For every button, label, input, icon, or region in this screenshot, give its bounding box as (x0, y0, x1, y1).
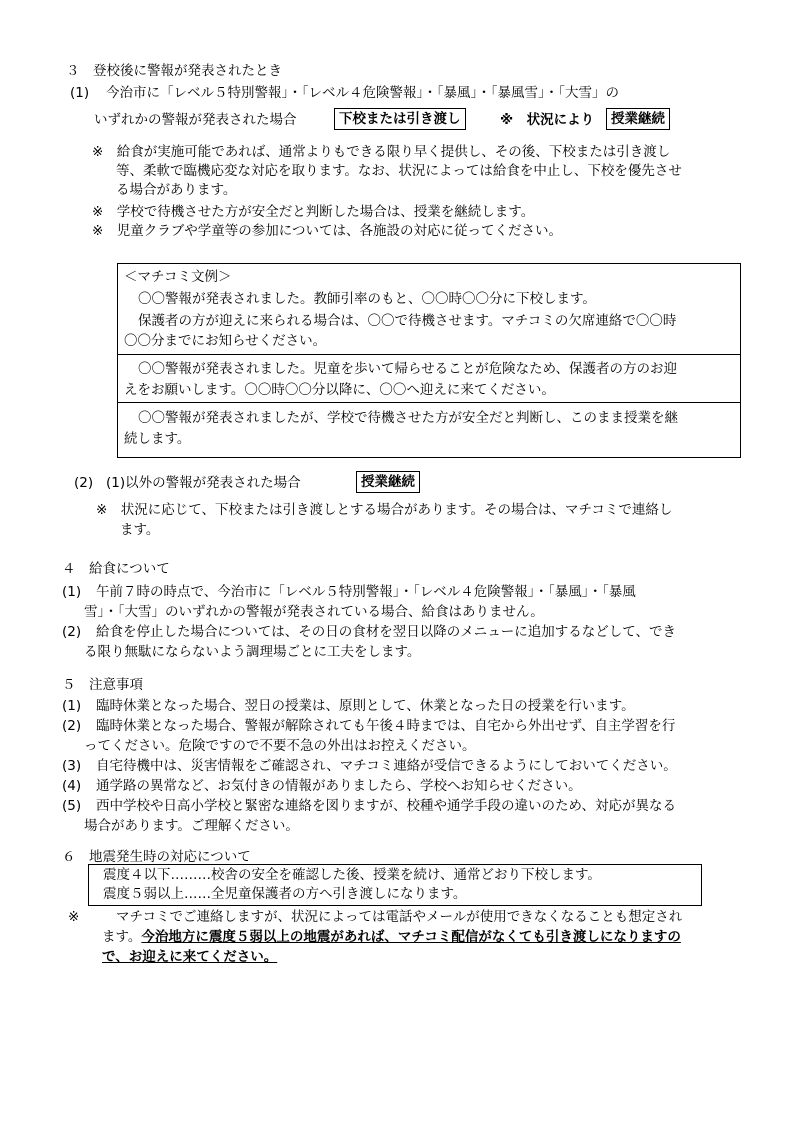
s4-item1-line2: 雪」・「大雪」のいずれかの警報が発表されている場合、給食はありません。 (84, 604, 544, 620)
s3-p1-mid: ※ 状況により (500, 112, 595, 128)
section-3-heading: ３ 登校後に警報が発表されたとき (66, 63, 282, 79)
example-divider (118, 354, 740, 355)
item-number: (1) (70, 85, 90, 101)
intensity-5-row: 震度５弱以上……全児童保護者の方へ引き渡しになります。 (103, 886, 467, 902)
s3-p2-text: (1)以外の警報が発表された場合 (106, 475, 301, 491)
item-number: (1) (62, 584, 82, 600)
item-number: (4) (62, 778, 82, 794)
s6-note-line2-prefix: ます。 (102, 929, 142, 945)
section-4-heading: ４ 給食について (62, 561, 170, 577)
example-3-line2: 続します。 (124, 431, 191, 447)
item-number: (2) (74, 475, 94, 491)
tag-continue-class: 授業継続 (356, 471, 420, 493)
s6-note-line3: で、お迎えに来てください。 (102, 949, 278, 965)
s6-note-line2 (102, 928, 681, 946)
s3-p2-note-line1: ※ 状況に応じて、下校または引き渡しとする場合があります。その場合は、マチコミで連絡し (96, 502, 673, 518)
s5-item3: 自宅待機中は、災害情報をご確認され、マチコミ連絡が受信できるようにしておいてください。 (96, 758, 677, 774)
s5-item5-line1: 西中学校や日高小学校と緊密な連絡を図りますが、校種や通学手段の違いのため、対応が異なる (96, 798, 676, 814)
s3-note-3: ※ 児童クラブや学童等の参加については、各施設の対応に従ってください。 (92, 223, 563, 239)
s3-p2-note-line2: ます。 (120, 522, 160, 538)
s5-item2-line1: 臨時休業となった場合、警報が解除されても午後４時までは、自宅から外出せず、自主学習を行 (96, 718, 676, 734)
item-number: (2) (62, 718, 82, 734)
s3-note-2: ※ 学校で待機させた方が安全だと判断した場合は、授業を継続します。 (92, 204, 535, 220)
example-2-line2: えをお願いします。〇〇時〇〇分以降に、〇〇へ迎えに来てください。 (124, 382, 555, 398)
example-3-line1: 〇〇警報が発表されましたが、学校で待機させた方が安全だと判断し、このまま授業を継 (138, 410, 678, 426)
example-2-line1: 〇〇警報が発表されました。児童を歩いて帰らせることが危険なため、保護者の方のお迎 (138, 361, 678, 377)
machicomi-example-box (117, 263, 741, 458)
s3-p1-line1: 今治市に「レベル５特別警報」・「レベル４危険警報」・「暴風」・「暴風雪」・「大雪」の (106, 85, 619, 101)
s3-note-1-line1: ※ 給食が実施可能であれば、通常よりもできる限り早く提供し、その後、下校または引き渡し (92, 144, 671, 160)
example-divider (118, 402, 740, 403)
s4-item2-line2: る限り無駄にならないよう調理場ごとに工夫をします。 (84, 644, 421, 660)
s5-item5-line2: 場合があります。ご理解ください。 (84, 818, 299, 834)
s6-note-line1: マチコミでご連絡しますが、状況によっては電話やメールが使用できなくなることも想定され (116, 909, 683, 925)
s3-note-1-line2: 等、柔軟で臨機応変な対応を取ります。なお、状況によっては給食を中止し、下校を優先させ (116, 163, 682, 179)
section-5-heading: ５ 注意事項 (62, 677, 143, 693)
section-6-heading: ６ 地震発生時の対応について (62, 849, 251, 865)
item-number: (3) (62, 758, 82, 774)
s6-note-emphasis: 今治地方に震度５弱以上の地震があれば、マチコミ配信がなくても引き渡しになりますの (141, 929, 681, 945)
s3-p1-line2: いずれかの警報が発表された場合 (94, 112, 297, 128)
s5-item1: 臨時休業となった場合、翌日の授業は、原則として、休業となった日の授業を行います。 (96, 698, 635, 714)
example-1-line3: 〇〇分までにお知らせください。 (124, 333, 327, 349)
s5-item2-line2: ってください。危険ですので不要不急の外出はお控えください。 (84, 738, 476, 754)
item-number: (2) (62, 624, 82, 640)
tag-continue-class: 授業継続 (606, 108, 670, 130)
seismic-intensity-box (88, 864, 702, 906)
tag-dismissal-or-handover: 下校または引き渡し (334, 108, 466, 130)
example-1-line2: 保護者の方が迎えに来られる場合は、〇〇で待機させます。マチコミの欠席連絡で〇〇時 (138, 313, 677, 329)
s4-item1-line1: 午前７時の時点で、今治市に「レベル５特別警報」・「レベル４危険警報」・「暴風」・「暴風 (96, 584, 636, 600)
item-number: (5) (62, 798, 82, 814)
s4-item2-line1: 給食を停止した場合については、その日の食材を翌日以降のメニューに追加するなどして、でき (96, 624, 676, 640)
note-mark: ※ (68, 909, 80, 925)
example-title: ＜マチコミ文例＞ (124, 269, 232, 285)
s5-item4: 通学路の異常など、お気付きの情報がありましたら、学校へお知らせください。 (96, 778, 582, 794)
s3-note-1-line3: る場合があります。 (116, 182, 237, 198)
intensity-4-row: 震度４以下………校舎の安全を確認した後、授業を続け、通常どおり下校します。 (103, 867, 601, 883)
example-1-line1: 〇〇警報が発表されました。教師引率のもと、〇〇時〇〇分に下校します。 (138, 291, 596, 307)
item-number: (1) (62, 698, 82, 714)
